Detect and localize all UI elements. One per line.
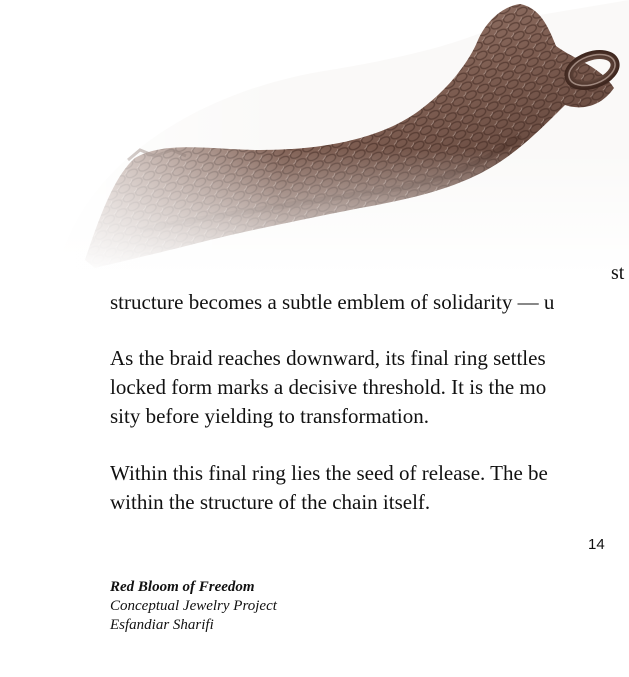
braided-chain-sculpture-image	[0, 0, 629, 270]
text-line: sity before yielding to transformation.	[110, 404, 430, 428]
cut-off-line-fragment: st	[611, 262, 625, 284]
text-line: structure becomes a subtle emblem of solidarity — u	[110, 290, 555, 314]
text-line: As the braid reaches downward, its final ring settles	[110, 346, 546, 370]
paragraph-braid-downward	[110, 344, 546, 431]
paragraph-solidarity	[110, 288, 554, 317]
paragraph-final-ring	[110, 459, 548, 517]
footer-author: Esfandiar Sharifi	[110, 617, 214, 633]
sculpture-photo	[0, 0, 629, 270]
text-line: Within this final ring lies the seed of release. The be	[110, 461, 548, 485]
text-line: within the structure of the chain itself.	[110, 490, 431, 514]
text-line: locked form marks a decisive threshold. It is the mo	[110, 375, 547, 399]
footer-project: Conceptual Jewelry Project	[110, 598, 277, 614]
footer-title: Red Bloom of Freedom	[110, 579, 255, 595]
document-footer	[110, 578, 277, 635]
page-number: 14	[588, 536, 605, 553]
